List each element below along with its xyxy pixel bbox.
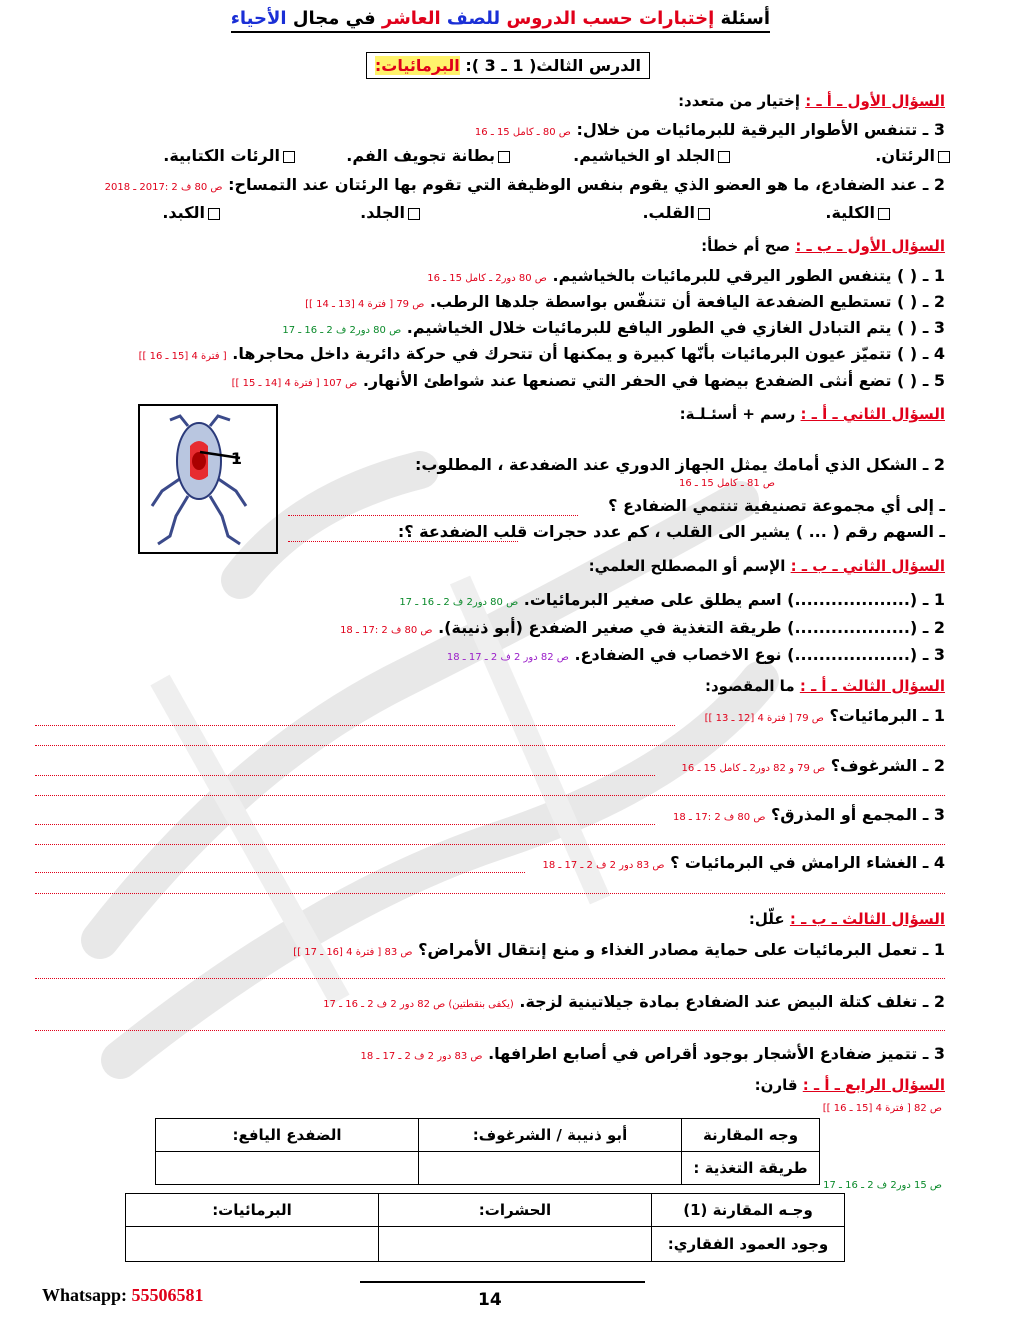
answer-line[interactable] — [35, 745, 945, 746]
q2b-heading: السؤال الثاني ـ ب ـ : الإسم أو المصطلح العلمي: — [588, 557, 945, 575]
checkbox-icon[interactable] — [718, 151, 730, 163]
table-answer-cell[interactable] — [419, 1152, 682, 1185]
frog-figure — [138, 404, 278, 554]
checkbox-icon[interactable] — [283, 151, 295, 163]
q1b-item-4: 4 ـ ( ) تتميّز عيون البرمائيات بأنّها كبيرة و يمكنها أن تتحرك في حركة دائرية داخل محاجرها. [ فترة 4 [15 ـ 16 ]] — [138, 344, 945, 363]
q4a-heading: السؤال الرابع ـ أ ـ : قارن: — [754, 1076, 945, 1094]
q1a-item-2-option-2[interactable]: القلب. — [642, 203, 710, 222]
table-answer-cell[interactable] — [379, 1227, 652, 1262]
page-header: أسئلة إختبارات حسب الدروس للصف العاشر في مجال الأحياء — [231, 8, 770, 33]
answer-line[interactable] — [288, 541, 518, 542]
checkbox-icon[interactable] — [878, 208, 890, 220]
page-number: 14 — [478, 1290, 502, 1310]
arrow-label: 1 — [230, 449, 242, 468]
frog-circulatory-diagram — [140, 406, 276, 552]
q2a-ref: ص 81 ـ كامل 15 ـ 16 — [679, 478, 775, 489]
q1a-item-2-option-4[interactable]: الكبد. — [162, 203, 220, 222]
table-row-label: طريقة التغذية : — [682, 1152, 820, 1185]
answer-line[interactable] — [35, 795, 945, 796]
q1a-item-2: 2 ـ عند الضفادع، ما هو العضو الذي يقوم بنفس الوظيفة التي تقوم بها الرئتان عند التمساح: ص 80 ف 2 :2017 ـ 2018 — [104, 175, 945, 194]
q3b-item-1: 1 ـ تعمل البرمائيات على حماية مصادر الغذاء و منع إنتقال الأمراض؟ ص 83 [ فترة 4 [16 ـ 17 ]] — [293, 940, 945, 959]
table-header: البرمائيات: — [126, 1194, 379, 1227]
table-answer-cell[interactable] — [126, 1227, 379, 1262]
q3b-item-3: 3 ـ تتميز ضفادع الأشجار بوجود أقراص في أصابع اطرافها. ص 83 دور 2 ف 2 ـ 17 ـ 18 — [360, 1044, 945, 1063]
table-header: أبو ذنيبة / الشرغوف: — [419, 1119, 682, 1152]
table-row-label: وجود العمود الفقاري: — [652, 1227, 845, 1262]
table2-ref: ص 15 دور2 ف 2 ـ 16 ـ 17 — [823, 1180, 942, 1191]
answer-line[interactable] — [35, 978, 945, 979]
q1a-item-2-option-1[interactable]: الكلية. — [825, 203, 890, 222]
table-header: الضفدع اليافع: — [156, 1119, 419, 1152]
table-header: وجـه المقارنة (1) — [652, 1194, 845, 1227]
q1b-item-2: 2 ـ ( ) تستطيع الضفدعة اليافعة أن تتنفّس بواسطة جلدها الرطب. ص 79 [ فترة 4 [13 ـ 14 ]] — [305, 292, 945, 311]
checkbox-icon[interactable] — [698, 208, 710, 220]
q2a-intro: 2 ـ الشكل الذي أمامك يمثل الجهاز الدوري عند الضفدعة ، المطلوب: — [414, 455, 945, 474]
table-header: الحشرات: — [379, 1194, 652, 1227]
checkbox-icon[interactable] — [938, 151, 950, 163]
table-answer-cell[interactable] — [156, 1152, 419, 1185]
q1b-heading: السؤال الأول ـ ب ـ : صح أم خطأ: — [701, 237, 945, 255]
lesson-title: الدرس الثالث( 1 ـ 3 ): البرمائيات: — [366, 52, 650, 79]
checkbox-icon[interactable] — [408, 208, 420, 220]
table-header: وجه المقارنة — [682, 1119, 820, 1152]
q3b-heading: السؤال الثالث ـ ب ـ : علّل: — [748, 910, 945, 928]
q3a-item-3: 3 ـ المجمع أو المذرق؟ ص 80 ف 2 :17 ـ 18 — [672, 805, 945, 824]
q3a-item-2: 2 ـ الشرغوف؟ ص 79 و 82 دور2 ـ كامل 15 ـ 16 — [681, 756, 945, 775]
q1a-item-1-option-1[interactable]: الرئتان. — [875, 146, 950, 165]
checkbox-icon[interactable] — [208, 208, 220, 220]
q2a-sub-2: ـ السهم رقم ( ... ) يشير الى القلب ، كم عدد حجرات قلب الضفدعة ؟: — [397, 522, 945, 541]
q1a-item-2-option-3[interactable]: الجلد. — [360, 203, 420, 222]
q1a-item-1-option-2[interactable]: الجلد او الخياشيم. — [573, 146, 730, 165]
comparison-table-2 — [125, 1193, 845, 1262]
q3b-item-2: 2 ـ تغلف كتلة البيض عند الضفادع بمادة جيلاتينية لزجة. (يكفى بنقطتين) ص 82 دور 2 ف 2 ـ 16 ـ 17 — [323, 992, 945, 1011]
answer-line[interactable] — [35, 824, 655, 825]
q1b-item-3: 3 ـ ( ) يتم التبادل الغازي في الطور اليافع للبرمائيات خلال الخياشيم. ص 80 دور2 ف 2 ـ 16 ـ 17 — [282, 318, 945, 337]
answer-line[interactable] — [35, 775, 655, 776]
q3a-item-4: 4 ـ الغشاء الرامش في البرمائيات ؟ ص 83 دور 2 ف 2 ـ 17 ـ 18 — [542, 853, 945, 872]
checkbox-icon[interactable] — [498, 151, 510, 163]
q2a-sub-1: ـ إلى أي مجموعة تصنيفية تنتمي الضفادع ؟ — [608, 496, 945, 515]
q3a-item-1: 1 ـ البرمائيات؟ ص 79 [ فترة 4 [12 ـ 13 ]] — [704, 706, 945, 725]
q3a-heading: السؤال الثالث ـ أ ـ : ما المقصود: — [704, 677, 945, 695]
comparison-table-1 — [155, 1118, 820, 1185]
q1b-item-1: 1 ـ ( ) يتنفس الطور اليرقي للبرمائيات بالخياشيم. ص 80 دور2 ـ كامل 15 ـ 16 — [427, 266, 945, 285]
q1b-item-5: 5 ـ ( ) تضع أنثى الضفدع بيضها في الحفر التي تصنعها عند شواطئ الأنهار. ص 107 [ فترة 4 [14 ـ 15 ]] — [231, 371, 945, 390]
answer-line[interactable] — [35, 725, 675, 726]
whatsapp-contact: Whatsapp: 55506581 — [42, 1285, 204, 1305]
q2b-item-1: 1 ـ (...................) اسم يطلق على صغير البرمائيات. ص 80 دور2 ف 2 ـ 16 ـ 17 — [399, 590, 945, 609]
q1a-item-1-option-3[interactable]: بطانة تجويف الفم. — [346, 146, 510, 165]
q1a-item-1-option-4[interactable]: الرئات الكتابية. — [163, 146, 295, 165]
answer-line[interactable] — [35, 872, 525, 873]
q1a-item-1: 3 ـ تتنفس الأطوار اليرقية للبرمائيات من خلال: ص 80 ـ كامل 15 ـ 16 — [474, 120, 945, 139]
q2b-item-3: 3 ـ (...................) نوع الاخصاب في الضفادع. ص 82 دور 2 ف 2 ـ 17 ـ 18 — [446, 645, 945, 664]
q2a-heading: السؤال الثاني ـ أ ـ : رسم + أسئـلـة: — [679, 405, 945, 423]
q1a-heading: السؤال الأول ـ أ ـ : إختيار من متعدد: — [678, 92, 945, 110]
table1-ref: ص 82 [ فترة 4 [15 ـ 16 ]] — [822, 1103, 942, 1114]
footer-divider — [360, 1281, 645, 1283]
answer-line[interactable] — [35, 893, 945, 894]
answer-line[interactable] — [35, 844, 945, 845]
answer-line[interactable] — [288, 515, 578, 516]
answer-line[interactable] — [35, 1030, 945, 1031]
q2b-item-2: 2 ـ (...................) طريقة التغذية في صغير الضفدع (أبو ذنيبة). ص 80 ف 2 :17 ـ 18 — [340, 618, 945, 637]
